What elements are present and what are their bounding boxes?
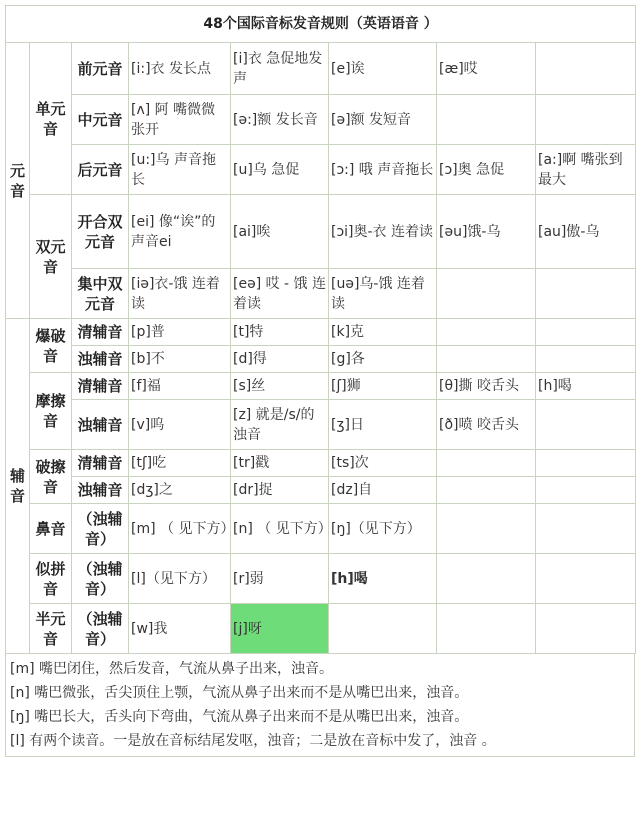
affricate-label: 破擦音: [30, 450, 72, 504]
phoneme-cell: [tʃ]吃: [129, 450, 231, 477]
phoneme-cell: [k]克: [329, 319, 437, 346]
phoneme-cell: [437, 346, 536, 373]
phoneme-cell: [536, 504, 636, 554]
phoneme-cell: [437, 269, 536, 319]
phoneme-cell: [b]不: [129, 346, 231, 373]
phoneme-cell: [r]弱: [231, 554, 329, 604]
title-row: [6, 6, 636, 43]
phoneme-cell: [ai]唉: [231, 195, 329, 269]
phoneme-cell: [ŋ]（见下方）: [329, 504, 437, 554]
table-row: [6, 43, 636, 95]
row-label: 开合双元音: [72, 195, 129, 269]
phoneme-cell: [θ]撕 咬舌头: [437, 373, 536, 400]
note-line: [l] 有两个读音。一是放在音标结尾发呕，浊音；二是放在音标中发了，浊音 。: [10, 733, 496, 749]
phoneme-cell: [536, 400, 636, 450]
phoneme-cell: [536, 346, 636, 373]
table-row: [6, 319, 636, 346]
phoneme-cell: [u:]乌 声音拖长: [129, 145, 231, 195]
phoneme-cell: [eə] 哎 - 饿 连着读: [231, 269, 329, 319]
phoneme-cell: [z] 就是/s/的浊音: [231, 400, 329, 450]
phoneme-cell: [æ]哎: [437, 43, 536, 95]
table-row: [6, 504, 636, 554]
table-row: [6, 145, 636, 195]
phoneme-cell: [437, 95, 536, 145]
phoneme-cell: [uə]乌-饿 连着读: [329, 269, 437, 319]
phoneme-cell: [ts]次: [329, 450, 437, 477]
phoneme-cell: [ə]额 发短音: [329, 95, 437, 145]
phoneme-cell: [d]得: [231, 346, 329, 373]
phoneme-cell: [536, 477, 636, 504]
note-line: [ŋ] 嘴巴长大，舌头向下弯曲，气流从鼻子出来而不是从嘴巴出来，浊音。: [10, 709, 469, 725]
consonant-category-label: 辅音: [6, 319, 30, 654]
table-row: [6, 373, 636, 400]
phoneme-cell: [437, 450, 536, 477]
table-row: [6, 346, 636, 373]
row-label: （浊辅音）: [72, 554, 129, 604]
phonetics-document: [5, 5, 635, 757]
phoneme-cell: [g]各: [329, 346, 437, 373]
phoneme-cell: [t]特: [231, 319, 329, 346]
phoneme-cell: [iə]衣-饿 连着读: [129, 269, 231, 319]
phoneme-cell: [i:]衣 发长点: [129, 43, 231, 95]
row-label: 清辅音: [72, 319, 129, 346]
phoneme-cell: [dʒ]之: [129, 477, 231, 504]
phoneme-cell: [ʌ] 阿 嘴微微张开: [129, 95, 231, 145]
row-label: 后元音: [72, 145, 129, 195]
diphthong-label: 双元音: [30, 195, 72, 319]
phoneme-cell: [ɔ:] 哦 声音拖长: [329, 145, 437, 195]
phoneme-cell: [v]呜: [129, 400, 231, 450]
table-row: [6, 477, 636, 504]
phoneme-cell: [i]衣 急促地发声: [231, 43, 329, 95]
highlighted-phoneme-cell: [j]呀: [231, 604, 329, 654]
row-label: 清辅音: [72, 450, 129, 477]
phoneme-cell: [536, 269, 636, 319]
phoneme-cell: [437, 319, 536, 346]
table-title: 48个国际音标发音规则（英语语音 ）: [6, 6, 636, 43]
table-row: [6, 269, 636, 319]
table-row: [6, 95, 636, 145]
row-label: 清辅音: [72, 373, 129, 400]
phoneme-cell: [536, 95, 636, 145]
monophthong-label: 单元音: [30, 43, 72, 195]
table-row: [6, 195, 636, 269]
phoneme-cell: [437, 554, 536, 604]
phoneme-cell: [536, 554, 636, 604]
phoneme-cell: [dr]捉: [231, 477, 329, 504]
phoneme-cell: [l]（见下方）: [129, 554, 231, 604]
phoneme-cell: [329, 604, 437, 654]
semivowel-label: 半元音: [30, 604, 72, 654]
phoneme-cell: [e]诶: [329, 43, 437, 95]
note-line: [m] 嘴巴闭住，然后发音，气流从鼻子出来，浊音。: [10, 661, 334, 677]
table-row: [6, 400, 636, 450]
phoneme-cell: [ð]喷 咬舌头: [437, 400, 536, 450]
fricative-label: 摩擦音: [30, 373, 72, 450]
table-row: [6, 604, 636, 654]
phoneme-cell: [a:]啊 嘴张到最大: [536, 145, 636, 195]
row-label: （浊辅音）: [72, 604, 129, 654]
plosive-label: 爆破音: [30, 319, 72, 373]
note-line: [n] 嘴巴微张，舌尖顶住上颚，气流从鼻子出来而不是从嘴巴出来，浊音。: [10, 685, 469, 701]
phoneme-cell: [u]乌 急促: [231, 145, 329, 195]
phoneme-cell: [536, 43, 636, 95]
phoneme-cell: [ɔi]奥-衣 连着读: [329, 195, 437, 269]
table-row: [6, 554, 636, 604]
phoneme-cell: [437, 604, 536, 654]
notes-section: [5, 654, 635, 757]
phoneme-cell: [ɔ]奥 急促: [437, 145, 536, 195]
phoneme-cell: [m] （ 见下方）: [129, 504, 231, 554]
phonetics-table: [5, 5, 636, 654]
phoneme-cell: [536, 319, 636, 346]
phoneme-cell: [437, 477, 536, 504]
phoneme-cell: [ʃ]狮: [329, 373, 437, 400]
vowel-category-label: 元音: [6, 43, 30, 319]
row-label: 浊辅音: [72, 400, 129, 450]
row-label: （浊辅音）: [72, 504, 129, 554]
phoneme-cell: [n] （ 见下方）: [231, 504, 329, 554]
row-label: 浊辅音: [72, 477, 129, 504]
row-label: 集中双元音: [72, 269, 129, 319]
phoneme-cell: [536, 604, 636, 654]
phoneme-cell: [ei] 像“诶”的声音ei: [129, 195, 231, 269]
phoneme-cell: [ə:]额 发长音: [231, 95, 329, 145]
row-label: 前元音: [72, 43, 129, 95]
row-label: 中元音: [72, 95, 129, 145]
table-row: [6, 450, 636, 477]
phoneme-cell: [əu]饿-乌: [437, 195, 536, 269]
phoneme-cell: [tr]戳: [231, 450, 329, 477]
phoneme-cell: [w]我: [129, 604, 231, 654]
phoneme-cell: [f]福: [129, 373, 231, 400]
phoneme-cell: [536, 450, 636, 477]
phoneme-cell: [h]喝: [329, 554, 437, 604]
nasal-label: 鼻音: [30, 504, 72, 554]
lateral-label: 似拼音: [30, 554, 72, 604]
phoneme-cell: [h]喝: [536, 373, 636, 400]
phoneme-cell: [dz]自: [329, 477, 437, 504]
phoneme-cell: [437, 504, 536, 554]
phoneme-cell: [s]丝: [231, 373, 329, 400]
phoneme-cell: [au]傲-乌: [536, 195, 636, 269]
phoneme-cell: [ʒ]日: [329, 400, 437, 450]
phoneme-cell: [p]普: [129, 319, 231, 346]
row-label: 浊辅音: [72, 346, 129, 373]
